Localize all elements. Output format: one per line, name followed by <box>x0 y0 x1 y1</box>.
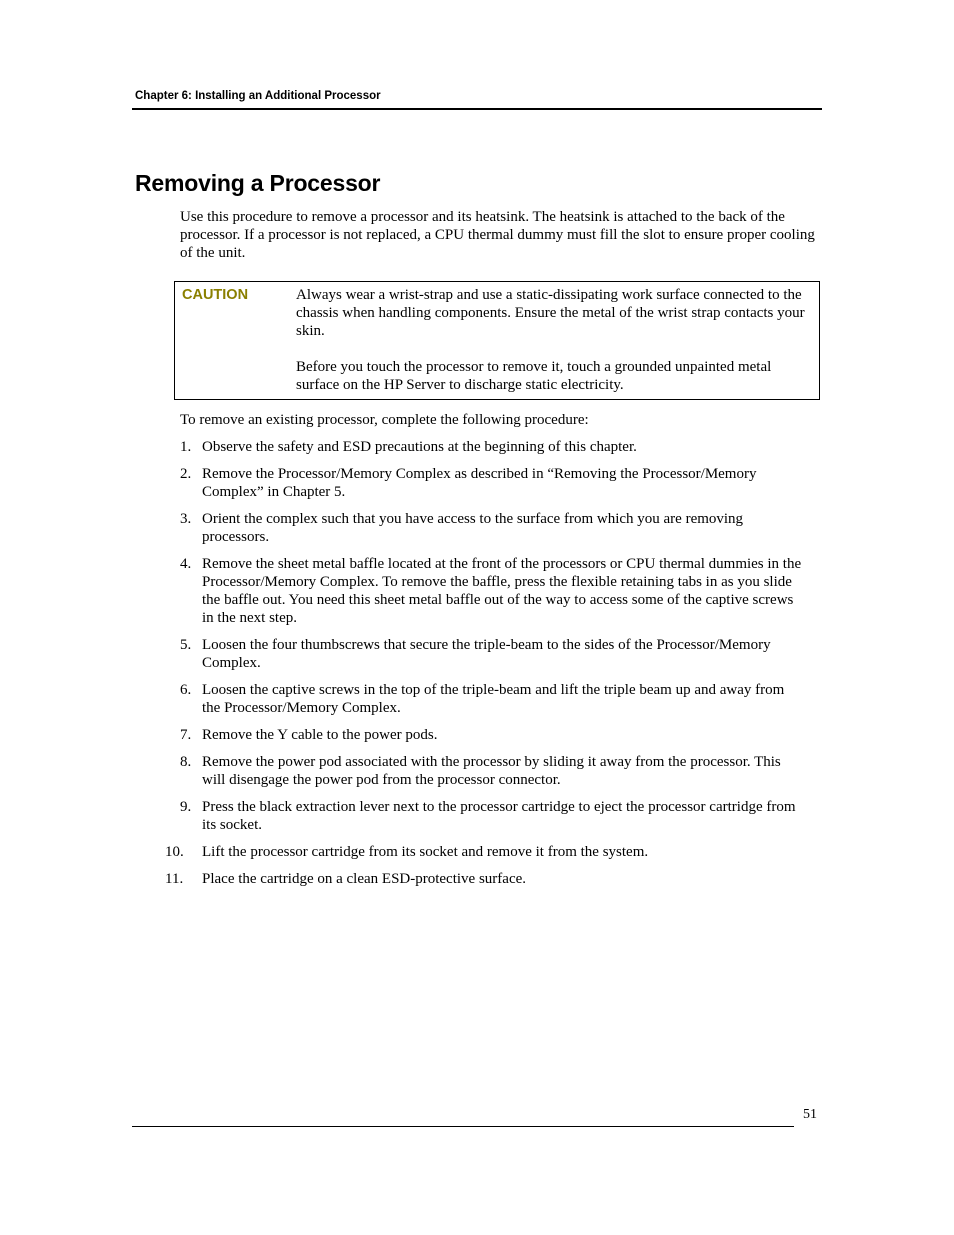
caution-paragraph: Before you touch the processor to remove it, touch a grounded unpainted metal surface on the HP Server to discharge static electricity. <box>296 359 772 393</box>
list-item <box>165 753 805 789</box>
step-text: Place the cartridge on a clean ESD-protective surface. <box>202 871 527 887</box>
caution-label: CAUTION <box>182 287 249 303</box>
step-text: Loosen the captive screws in the top of the triple-beam and lift the triple beam up and away from the Processor/Memory Complex. <box>202 682 785 716</box>
step-number: 11. <box>165 871 184 887</box>
step-text: Press the black extraction lever next to the processor cartridge to eject the processor cartridge from its socket. <box>202 799 796 833</box>
list-item <box>165 438 805 456</box>
step-number: 3. <box>180 511 192 527</box>
list-item <box>165 681 805 717</box>
step-number: 2. <box>180 466 192 482</box>
list-item <box>165 510 805 546</box>
step-number: 6. <box>180 682 192 698</box>
list-item <box>165 465 805 501</box>
step-number: 8. <box>180 754 192 770</box>
step-number: 10. <box>165 844 184 860</box>
list-item <box>165 636 805 672</box>
list-item <box>165 555 805 627</box>
caution-box <box>174 281 820 400</box>
procedure-lead: To remove an existing processor, complete the following procedure: <box>180 412 589 428</box>
running-header: Chapter 6: Installing an Additional Processor <box>135 90 381 102</box>
step-text: Remove the Y cable to the power pods. <box>202 727 438 743</box>
step-text: Remove the power pod associated with the processor by sliding it away from the processor. This will disengage the power pod from the processor connector. <box>202 754 781 788</box>
step-text: Observe the safety and ESD precautions at the beginning of this chapter. <box>202 439 637 455</box>
list-item <box>165 870 805 888</box>
step-text: Orient the complex such that you have access to the surface from which you are removing processors. <box>202 511 744 545</box>
step-text: Remove the Processor/Memory Complex as described in “Removing the Processor/Memory Complex” in Chapter 5. <box>202 466 757 500</box>
header-rule <box>132 108 822 110</box>
step-text: Lift the processor cartridge from its socket and remove it from the system. <box>202 844 649 860</box>
caution-paragraph: Always wear a wrist-strap and use a static-dissipating work surface connected to the chassis when handling components. Ensure the metal of the wrist strap contacts your skin. <box>296 287 805 339</box>
list-item <box>165 798 805 834</box>
section-title: Removing a Processor <box>135 170 381 196</box>
step-number: 4. <box>180 556 192 572</box>
step-text: Remove the sheet metal baffle located at the front of the processors or CPU thermal dummies in the Processor/Memory Complex. To remove the baffle, press the flexible retaining tabs in as you slide the baffle out. You need this sheet metal baffle out of the way to access some of the captive screws in the next step. <box>202 556 802 626</box>
caution-text <box>296 286 808 412</box>
step-number: 7. <box>180 727 192 743</box>
list-item <box>165 726 805 744</box>
intro-paragraph: Use this procedure to remove a processor and its heatsink. The heatsink is attached to the back of the processor. If a processor is not replaced, a CPU thermal dummy must fill the slot to ensure proper cooling of the unit. <box>180 209 815 261</box>
step-number: 1. <box>180 439 192 455</box>
procedure-steps <box>165 438 805 897</box>
step-number: 5. <box>180 637 192 653</box>
page-number: 51 <box>803 1107 817 1122</box>
list-item <box>165 843 805 861</box>
step-number: 9. <box>180 799 192 815</box>
step-text: Loosen the four thumbscrews that secure the triple-beam to the sides of the Processor/Memory Complex. <box>202 637 771 671</box>
footer-rule <box>132 1126 794 1127</box>
